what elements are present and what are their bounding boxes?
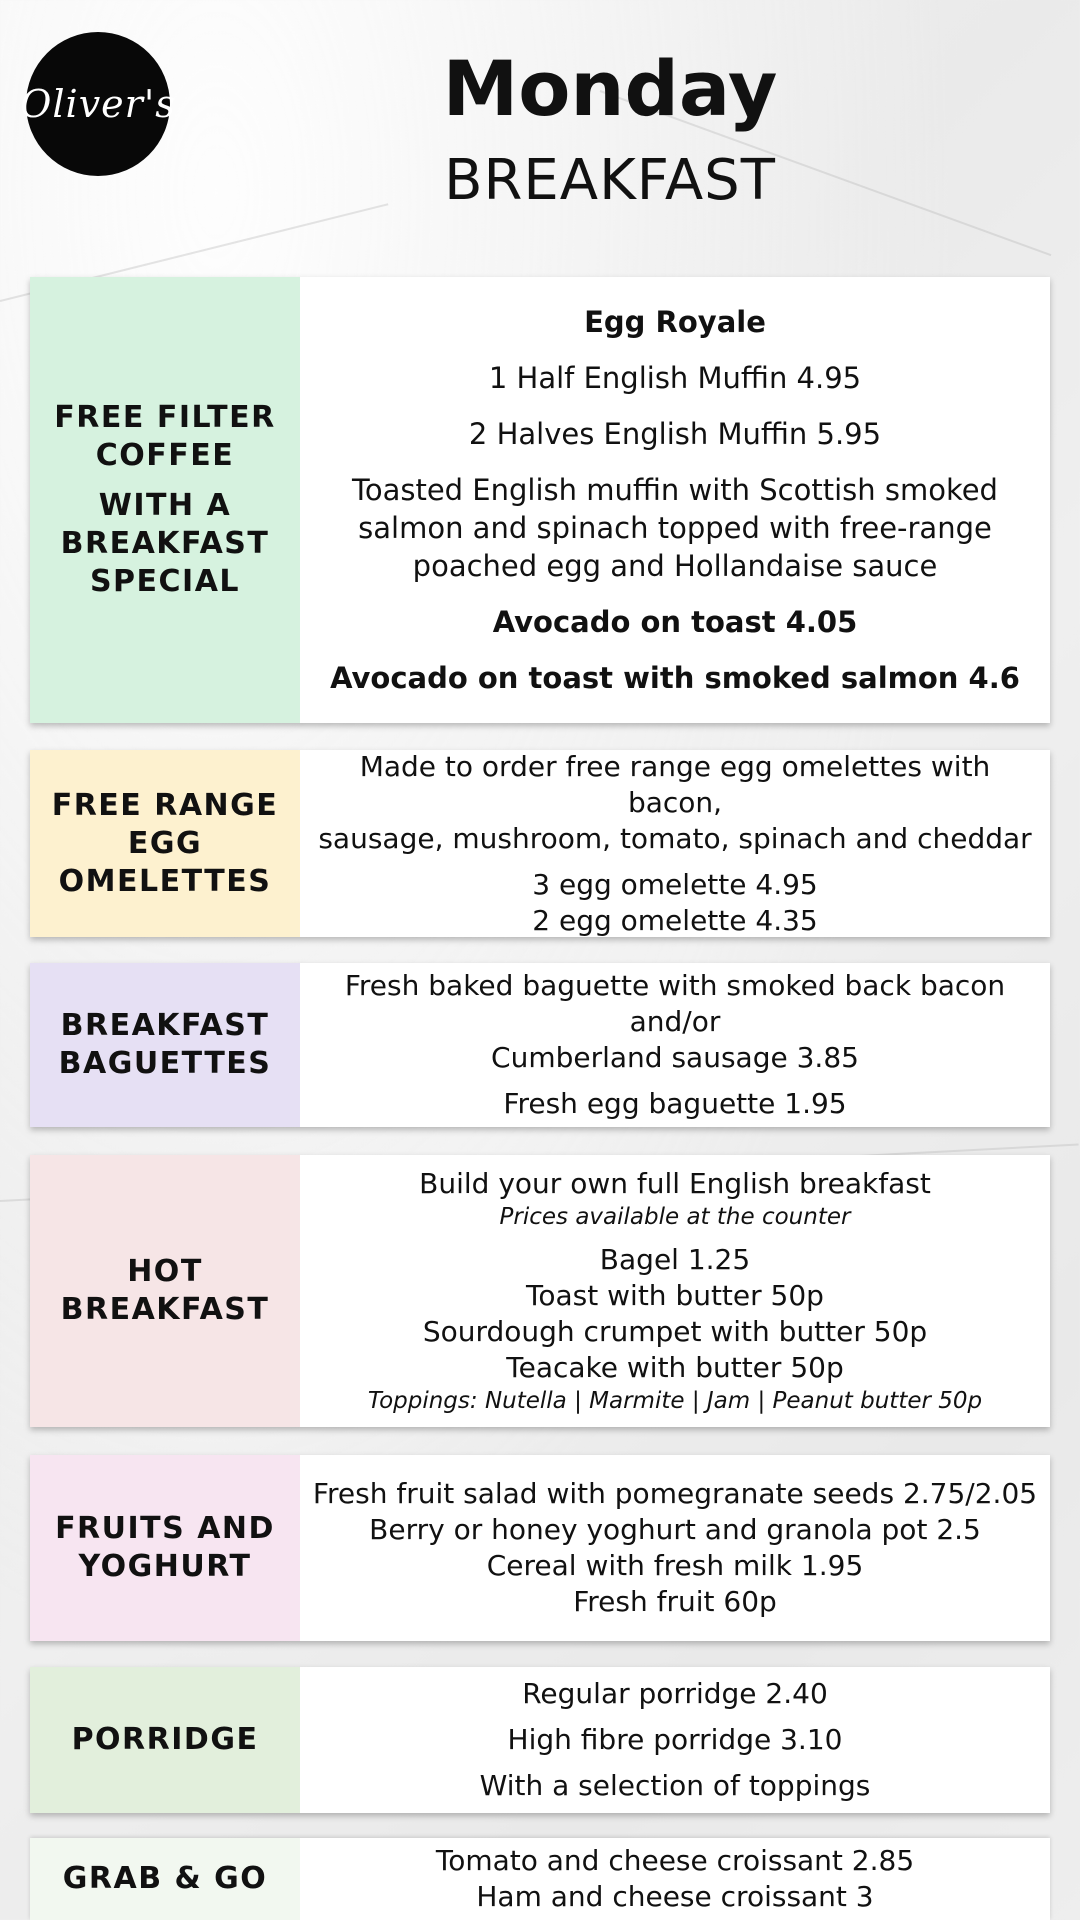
menu-section-grab-and-go xyxy=(30,1838,1050,1920)
section-items xyxy=(300,277,1050,723)
section-label xyxy=(30,750,300,937)
label-line: EGG xyxy=(127,825,203,861)
label-line: BREAKFAST xyxy=(60,1008,270,1043)
menu-item: Avocado on toast with smoked salmon 4.6 xyxy=(330,661,1020,695)
label-line: COFFEE xyxy=(95,438,235,473)
menu-section-baguettes xyxy=(30,963,1050,1127)
menu-note: Prices available at the counter xyxy=(499,1204,851,1230)
menu-section-porridge xyxy=(30,1667,1050,1813)
menu-item-description: poached egg and Hollandaise sauce xyxy=(412,549,938,583)
menu-item: Cereal with fresh milk 1.95 xyxy=(486,1549,864,1582)
section-items xyxy=(300,1667,1050,1813)
section-items xyxy=(300,1155,1050,1427)
menu-item: Ham and cheese croissant 3 xyxy=(476,1880,874,1913)
menu-item: High fibre porridge 3.10 xyxy=(507,1723,843,1756)
label-line: GRAB & GO xyxy=(62,1861,268,1896)
menu-item: 2 Halves English Muffin 5.95 xyxy=(468,417,882,451)
label-line: YOGHURT xyxy=(78,1549,252,1584)
menu-item-heading: Egg Royale xyxy=(584,305,766,339)
menu-item: Toast with butter 50p xyxy=(526,1279,824,1312)
menu-item: Tomato and cheese croissant 2.85 xyxy=(435,1844,915,1877)
section-label xyxy=(30,1838,300,1920)
label-line: WITH A xyxy=(98,488,232,523)
menu-item: Berry or honey yoghurt and granola pot 2.5 xyxy=(369,1513,981,1546)
section-label xyxy=(30,963,300,1127)
olivers-logo: Oliver's xyxy=(26,32,170,176)
menu-item: Cumberland sausage 3.85 xyxy=(491,1041,859,1074)
menu-item-description: sausage, mushroom, tomato, spinach and cheddar xyxy=(318,821,1032,855)
menu-section-coffee-special xyxy=(30,277,1050,723)
label-line: HOT xyxy=(127,1254,203,1289)
menu-item: Fresh fruit salad with pomegranate seeds 2.75/2.05 xyxy=(312,1477,1038,1510)
menu-item: 3 egg omelette 4.95 xyxy=(532,867,818,901)
section-items xyxy=(300,1838,1050,1920)
menu-item: Regular porridge 2.40 xyxy=(522,1677,828,1710)
menu-item-description: Toasted English muffin with Scottish smoked xyxy=(352,473,998,507)
menu-item: With a selection of toppings xyxy=(479,1769,871,1802)
menu-item: 1 Half English Muffin 4.95 xyxy=(488,361,862,395)
label-line: BREAKFAST xyxy=(60,526,270,561)
label-line: OMELETTES xyxy=(58,863,272,899)
menu-item: Bagel 1.25 xyxy=(599,1243,751,1276)
menu-item: Avocado on toast 4.05 xyxy=(492,605,858,639)
menu-section-omelettes xyxy=(30,750,1050,937)
label-line: PORRIDGE xyxy=(71,1722,259,1757)
menu-note: Toppings: Nutella | Marmite | Jam | Peanut butter 50p xyxy=(367,1388,983,1414)
section-items xyxy=(300,750,1050,937)
menu-section-hot-breakfast xyxy=(30,1155,1050,1427)
label-line: BREAKFAST xyxy=(60,1292,270,1327)
label-line: FREE RANGE xyxy=(51,787,279,823)
menu-item: Fresh fruit 60p xyxy=(573,1585,777,1618)
section-label xyxy=(30,1155,300,1427)
menu-item: Fresh baked baguette with smoked back bacon and/or xyxy=(344,969,1006,1038)
menu-item: 2 egg omelette 4.35 xyxy=(532,903,818,937)
menu-item-description: salmon and spinach topped with free-range xyxy=(358,511,992,545)
section-label xyxy=(30,1667,300,1813)
section-items xyxy=(300,1455,1050,1641)
menu-item: Sourdough crumpet with butter 50p xyxy=(422,1315,928,1348)
menu-item-description: Made to order free range egg omelettes with bacon, xyxy=(359,749,991,819)
section-label xyxy=(30,277,300,723)
page-title-day: Monday xyxy=(442,44,778,133)
section-label xyxy=(30,1455,300,1641)
menu-item-description: Build your own full English breakfast xyxy=(419,1167,931,1200)
menu-item: Fresh egg baguette 1.95 xyxy=(503,1087,847,1120)
label-line: SPECIAL xyxy=(89,564,241,599)
label-line: FREE FILTER xyxy=(54,400,276,435)
label-line: FRUITS AND xyxy=(55,1511,275,1546)
menu-section-fruits-yoghurt xyxy=(30,1455,1050,1641)
label-line: BAGUETTES xyxy=(58,1046,272,1081)
page-subtitle-meal: BREAKFAST xyxy=(444,148,776,213)
section-items xyxy=(300,963,1050,1127)
menu-item: Teacake with butter 50p xyxy=(506,1351,844,1384)
